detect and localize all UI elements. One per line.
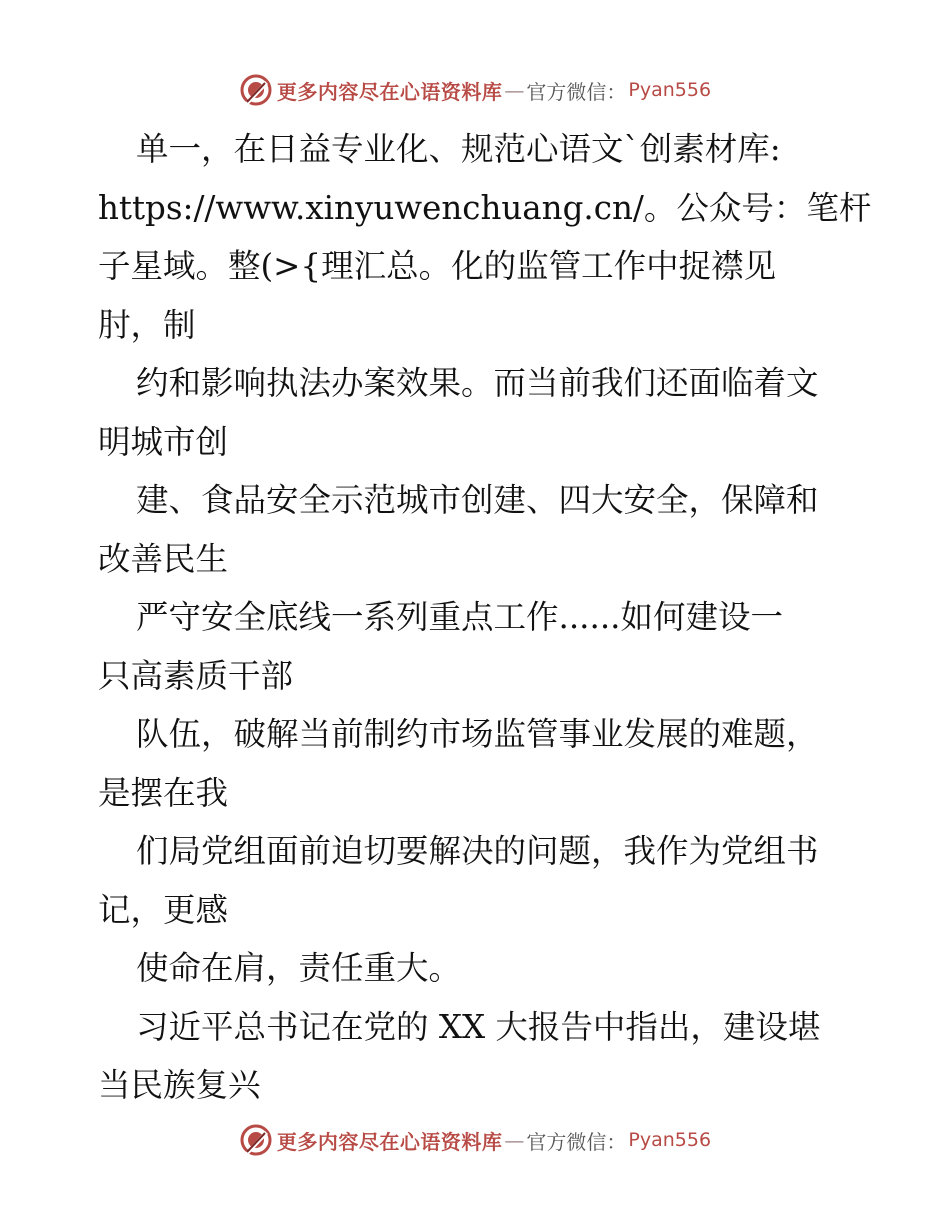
document-body — [98, 120, 872, 1115]
footer-banner-text: 更多内容尽在心语资料库 — [276, 1129, 503, 1154]
body-line: 习近平总书记在党的 XX 大报告中指出，建设堪 — [136, 1007, 821, 1046]
header-wechat-handle: Pyan556 — [628, 79, 712, 101]
body-line: 明城市创 — [98, 422, 229, 461]
body-line: 记，更感 — [98, 890, 229, 929]
body-line: 子星域。整(>{理汇总。化的监管工作中捉襟见 — [98, 247, 777, 285]
header-banner — [0, 70, 950, 110]
body-line: 队伍，破解当前制约市场监管事业发展的难题， — [136, 715, 819, 753]
pen-logo-icon — [239, 73, 273, 107]
footer-wechat-handle: Pyan556 — [628, 1129, 712, 1151]
header-banner-text: 更多内容尽在心语资料库 — [276, 79, 503, 104]
body-line: 建、食品安全示范城市创建、四大安全，保障和 — [136, 481, 819, 519]
pen-logo-icon — [239, 1123, 273, 1157]
body-line: https://www.xinyuwenchuang.cn/。公众号：笔杆 — [98, 188, 872, 227]
header-wechat-label: 官方微信： — [526, 79, 627, 104]
footer-separator: — — [504, 1128, 525, 1152]
body-line: 单一，在日益专业化、规范心语文`创素材库: — [136, 130, 781, 168]
body-line: 当民族复兴 — [98, 1066, 261, 1104]
body-line: 改善民生 — [98, 539, 229, 578]
body-line: 肘，制 — [98, 305, 196, 344]
body-line: 只高素质干部 — [98, 656, 294, 695]
body-line: 约和影响执法办案效果。而当前我们还面临着文 — [136, 364, 819, 402]
footer-banner — [0, 1120, 950, 1160]
body-line: 是摆在我 — [98, 773, 229, 812]
body-line: 们局党组面前迫切要解决的问题，我作为党组书 — [136, 832, 819, 870]
header-separator: — — [504, 78, 525, 102]
body-line: 使命在肩，责任重大。 — [136, 949, 462, 987]
footer-wechat-label: 官方微信： — [526, 1129, 627, 1154]
body-line: 严守安全底线一系列重点工作......如何建设一 — [136, 598, 783, 636]
